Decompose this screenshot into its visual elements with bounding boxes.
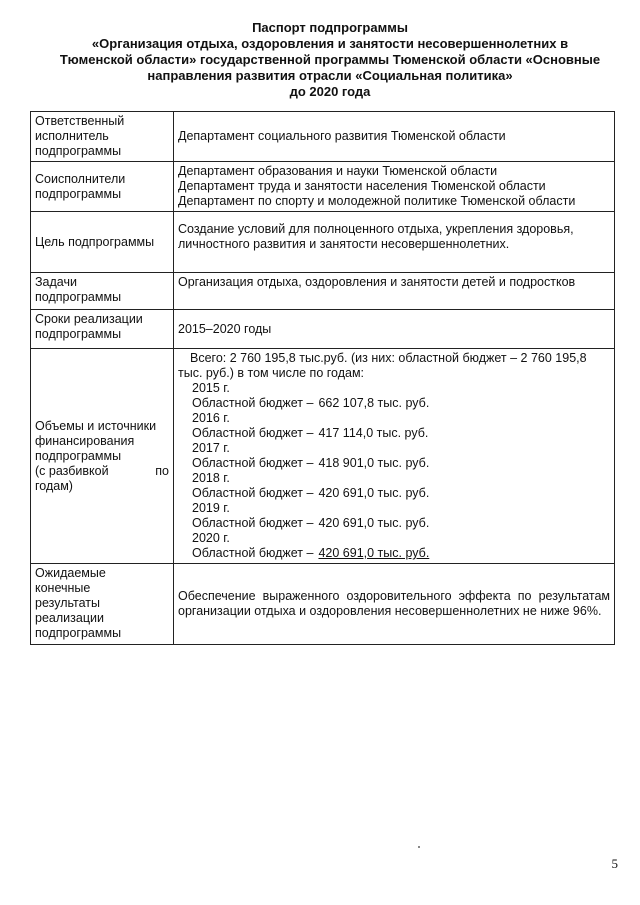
funding-year-budget — [178, 516, 610, 531]
period-value: 2015–2020 годы — [174, 310, 615, 349]
table-row — [31, 310, 615, 349]
title-line: Паспорт подпрограммы — [252, 20, 408, 35]
budget-label: Областной бюджет – — [192, 426, 314, 440]
budget-label: Областной бюджет – — [192, 456, 314, 470]
tasks-value: Организация отдыха, оздоровления и занятости детей и подростков — [174, 273, 615, 310]
responsible-label: Ответственный исполнитель подпрограммы — [31, 112, 174, 162]
table-row — [31, 349, 615, 564]
tasks-label: Задачи подпрограммы — [31, 273, 174, 310]
budget-label: Областной бюджет – — [192, 396, 314, 410]
goal-value: Создание условий для полноценного отдыха, укрепления здоровья, личностного развития и занятости несовершеннолетних. — [174, 212, 615, 273]
document-title — [30, 20, 630, 100]
funding-year-budget — [178, 486, 610, 501]
funding-label: Объемы и источники финансирования подпрограммы (с разбивкой по годам) — [31, 349, 174, 564]
funding-year-budget — [178, 426, 610, 441]
funding-year-list — [178, 381, 610, 561]
funding-year: 2020 г. — [192, 531, 230, 545]
results-label: Ожидаемые конечные результаты реализации подпрограммы — [31, 564, 174, 645]
period-label: Сроки реализации подпрограммы — [31, 310, 174, 349]
goal-label: Цель подпрограммы — [31, 212, 174, 273]
budget-amount: 662 107,8 тыс. руб. — [318, 396, 430, 410]
budget-amount: 418 901,0 тыс. руб. — [318, 456, 430, 470]
title-line: до 2020 года — [289, 84, 371, 99]
funding-year: 2019 г. — [192, 501, 230, 515]
table-row — [31, 564, 615, 645]
funding-year-budget — [178, 546, 610, 561]
funding-total: Всего: 2 760 195,8 тыс.руб. (из них: областной бюджет – 2 760 195,8 — [190, 351, 587, 365]
budget-amount: 420 691,0 тыс. руб. — [318, 516, 430, 530]
responsible-value: Департамент социального развития Тюменской области — [174, 112, 615, 162]
results-value: Обеспечение выраженного оздоровительного эффекта по результатам организации отдыха и оздоровления несовершеннолетних не ниже 96%. — [174, 564, 615, 645]
funding-value: Всего: 2 760 195,8 тыс.руб. (из них: областной бюджет – 2 760 195,8 тыс. руб.) в том числе по годам: 2015 г. Областной бюджет – 662 107,8 тыс. руб. 2016 г. Областной бюджет – 417 114,0 тыс. руб. 2017 г. Областной бюджет – 418 901,0 тыс. руб. 2018 г. Областной бюджет – 420 691,0 тыс. руб. 2019 г. Областной бюджет – 420 691,0 тыс. руб. 2020 г. Областной бюджет – 420 691,0 тыс. руб. — [174, 349, 615, 564]
coexecutors-label: Соисполнители подпрограммы — [31, 162, 174, 212]
scan-speck — [418, 846, 420, 848]
funding-year-budget — [178, 396, 610, 411]
budget-amount: 420 691,0 тыс. руб. — [318, 546, 430, 560]
funding-year: 2015 г. — [192, 381, 230, 395]
table-row — [31, 273, 615, 310]
title-line: «Организация отдыха, оздоровления и занятости несовершеннолетних в — [91, 36, 569, 51]
funding-year: 2017 г. — [192, 441, 230, 455]
funding-year: 2018 г. — [192, 471, 230, 485]
funding-year-budget — [178, 456, 610, 471]
budget-label: Областной бюджет – — [192, 546, 314, 560]
page-number: 5 — [611, 856, 618, 871]
budget-amount: 420 691,0 тыс. руб. — [318, 486, 430, 500]
passport-table — [30, 111, 615, 645]
table-row — [31, 162, 615, 212]
title-line: Тюменской области» государственной программы Тюменской области «Основные — [59, 52, 601, 67]
table-row — [31, 112, 615, 162]
coexecutors-value: Департамент образования и науки Тюменской области Департамент труда и занятости населения Тюменской области Департамент по спорту и молодежной политике Тюменской области — [174, 162, 615, 212]
table-row — [31, 212, 615, 273]
title-line: направления развития отрасли «Социальная политика» — [147, 68, 513, 83]
budget-label: Областной бюджет – — [192, 486, 314, 500]
budget-label: Областной бюджет – — [192, 516, 314, 530]
budget-amount: 417 114,0 тыс. руб. — [318, 426, 429, 440]
funding-year: 2016 г. — [192, 411, 230, 425]
